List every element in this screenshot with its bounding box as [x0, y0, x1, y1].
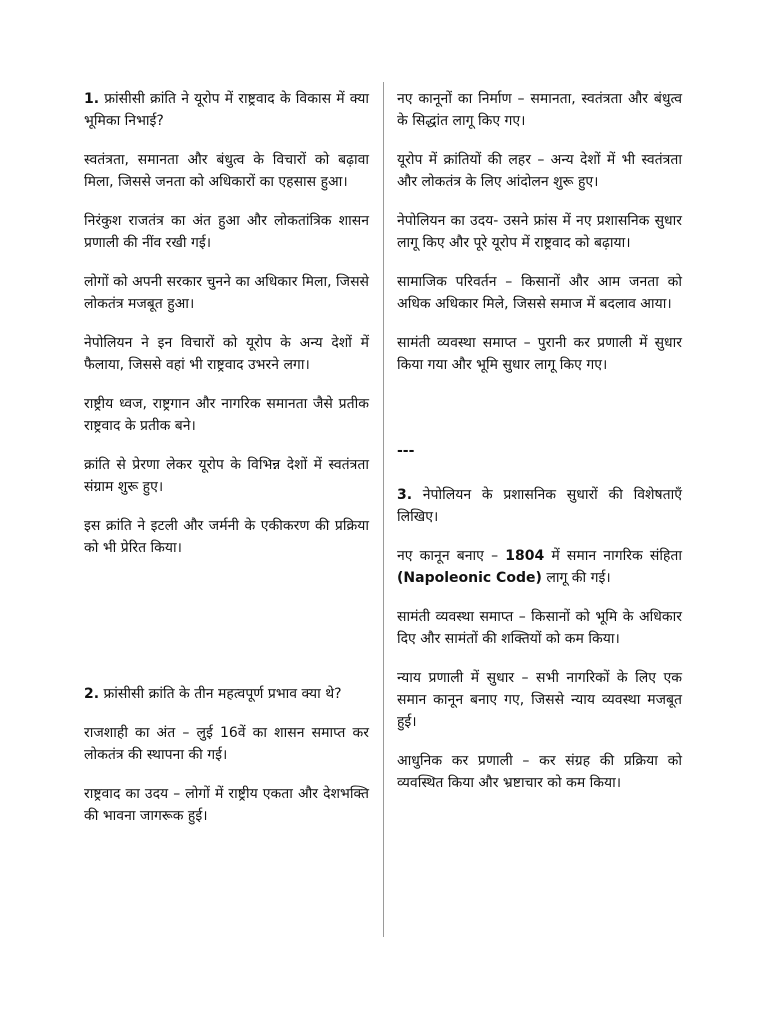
answer-paragraph: इस क्रांति ने इटली और जर्मनी के एकीकरण की प्रक्रिया को भी प्रेरित किया। [84, 518, 369, 556]
answer-paragraph: स्वतंत्रता, समानता और बंधुत्व के विचारों को बढ़ावा मिला, जिससे जनता को अधिकारों का एहसास हुआ। [84, 152, 369, 190]
answer-text: लागू की गई। [541, 570, 611, 586]
answer-paragraph: आधुनिक कर प्रणाली – कर संग्रह की प्रक्रिया को व्यवस्थित किया और भ्रष्टाचार को कम किया। [397, 753, 682, 791]
answer-paragraph: यूरोप में क्रांतियों की लहर – अन्य देशों में भी स्वतंत्रता और लोकतंत्र के लिए आंदोलन शुरू हुए। [397, 152, 682, 190]
question-3 [397, 484, 682, 528]
question-number: 3. [397, 487, 413, 503]
question-text: नेपोलियन के प्रशासनिक सुधारों की विशेषताएँ लिखिए। [397, 487, 682, 525]
answer-paragraph: राष्ट्रवाद का उदय – लोगों में राष्ट्रीय एकता और देशभक्ति की भावना जागरूक हुई। [84, 786, 369, 824]
answer-paragraph [397, 545, 682, 589]
question-2 [84, 683, 369, 705]
question-text: फ्रांसीसी क्रांति ने यूरोप में राष्ट्रवाद के विकास में क्या भूमिका निभाई? [84, 91, 370, 129]
answer-paragraph: नेपोलियन का उदय- उसने फ्रांस में नए प्रशासनिक सुधार लागू किए और पूरे यूरोप में राष्ट्रवाद को बढ़ाया। [397, 213, 682, 251]
answer-paragraph: नए कानूनों का निर्माण – समानता, स्वतंत्रता और बंधुत्व के सिद्धांत लागू किए गए। [397, 91, 682, 129]
column-divider [383, 82, 384, 937]
answer-paragraph: निरंकुश राजतंत्र का अंत हुआ और लोकतांत्रिक शासन प्रणाली की नींव रखी गई। [84, 213, 369, 251]
left-column [84, 88, 369, 827]
question-1 [84, 88, 369, 132]
question-text: फ्रांसीसी क्रांति के तीन महत्वपूर्ण प्रभाव क्या थे? [103, 686, 342, 702]
answer-paragraph: राष्ट्रीय ध्वज, राष्ट्रगान और नागरिक समानता जैसे प्रतीक राष्ट्रवाद के प्रतीक बने। [84, 396, 369, 434]
question-number: 2. [84, 686, 100, 702]
answer-text: नए कानून बनाए – [397, 548, 506, 564]
section-separator: --- [397, 443, 415, 459]
answer-paragraph: न्याय प्रणाली में सुधार – सभी नागरिकों के लिए एक समान कानून बनाए गए, जिससे न्याय व्यवस्था मजबूत हुई। [397, 670, 682, 730]
answer-paragraph: क्रांति से प्रेरणा लेकर यूरोप के विभिन्न देशों में स्वतंत्रता संग्राम शुरू हुए। [84, 457, 369, 495]
answer-paragraph: सामंती व्यवस्था समाप्त – किसानों को भूमि के अधिकार दिए और सामंतों की शक्तियों को कम किया। [397, 609, 682, 647]
answer-paragraph: सामंती व्यवस्था समाप्त – पुरानी कर प्रणाली में सुधार किया गया और भूमि सुधार लागू किए गए। [397, 335, 682, 373]
year-text: 1804 [505, 548, 545, 564]
answer-paragraph: सामाजिक परिवर्तन – किसानों और आम जनता को अधिक अधिकार मिले, जिससे समाज में बदलाव आया। [397, 274, 682, 312]
code-name: (Napoleonic Code) [397, 570, 542, 586]
answer-paragraph: नेपोलियन ने इन विचारों को यूरोप के अन्य देशों में फैलाया, जिससे वहां भी राष्ट्रवाद उभरने लगा। [84, 335, 369, 373]
answer-text: में समान नागरिक संहिता [544, 548, 682, 564]
answer-paragraph: राजशाही का अंत – लुई 16वें का शासन समाप्त कर लोकतंत्र की स्थापना की गई। [84, 725, 369, 763]
answer-paragraph: लोगों को अपनी सरकार चुनने का अधिकार मिला, जिससे लोकतंत्र मजबूत हुआ। [84, 274, 369, 312]
right-column [397, 88, 682, 794]
question-number: 1. [84, 91, 100, 107]
